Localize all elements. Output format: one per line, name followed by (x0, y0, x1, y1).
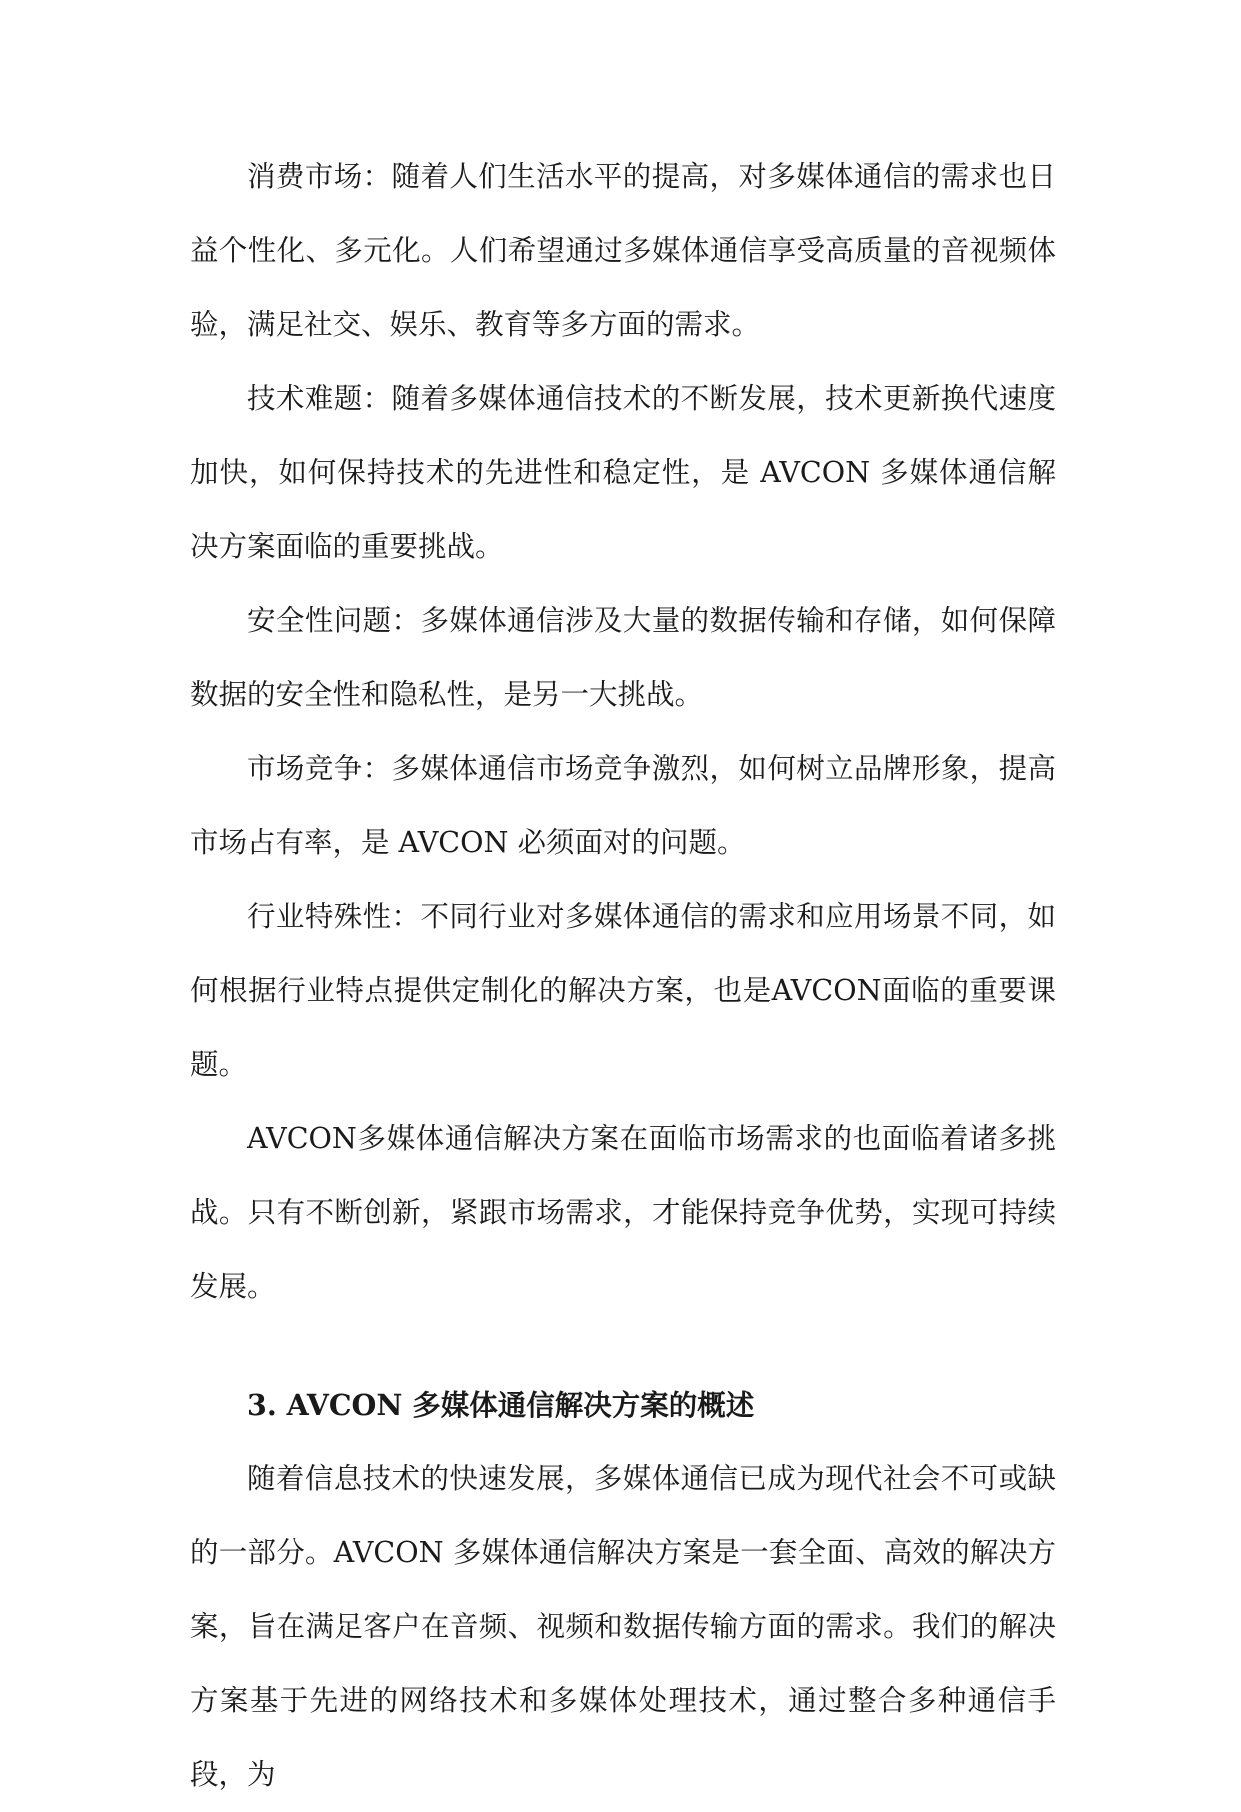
paragraph-security-issues: 安全性问题：多媒体通信涉及大量的数据传输和存储，如何保障数据的安全性和隐私性，是另一大挑战。 (190, 604, 1056, 711)
paragraph-overview: 随着信息技术的快速发展，多媒体通信已成为现代社会不可或缺的一部分。AVCON 多媒体通信解决方案是一套全面、高效的解决方案，旨在满足客户在音频、视频和数据传输方面的需求。我们的解决方案基于先进的网络技术和多媒体处理技术，通过整合多种通信手段，为 (190, 1462, 1056, 1791)
paragraph-market-competition: 市场竞争：多媒体通信市场竞争激烈，如何树立品牌形象，提高市场占有率，是 AVCON 必须面对的问题。 (190, 752, 1056, 859)
document-body (190, 140, 1056, 1812)
paragraph-summary: AVCON多媒体通信解决方案在面临市场需求的也面临着诸多挑战。只有不断创新，紧跟市场需求，才能保持竞争优势，实现可持续发展。 (190, 1122, 1056, 1303)
section-heading: 3. AVCON 多媒体通信解决方案的概述 (247, 1388, 755, 1422)
paragraph-industry-specificity: 行业特殊性：不同行业对多媒体通信的需求和应用场景不同，如何根据行业特点提供定制化的解决方案，也是AVCON面临的重要课题。 (190, 900, 1056, 1081)
paragraph-technical-challenges: 技术难题：随着多媒体通信技术的不断发展，技术更新换代速度加快，如何保持技术的先进性和稳定性，是 AVCON 多媒体通信解决方案面临的重要挑战。 (190, 382, 1056, 563)
paragraph-consumer-market: 消费市场：随着人们生活水平的提高，对多媒体通信的需求也日益个性化、多元化。人们希望通过多媒体通信享受高质量的音视频体验，满足社交、娱乐、教育等多方面的需求。 (190, 160, 1056, 341)
